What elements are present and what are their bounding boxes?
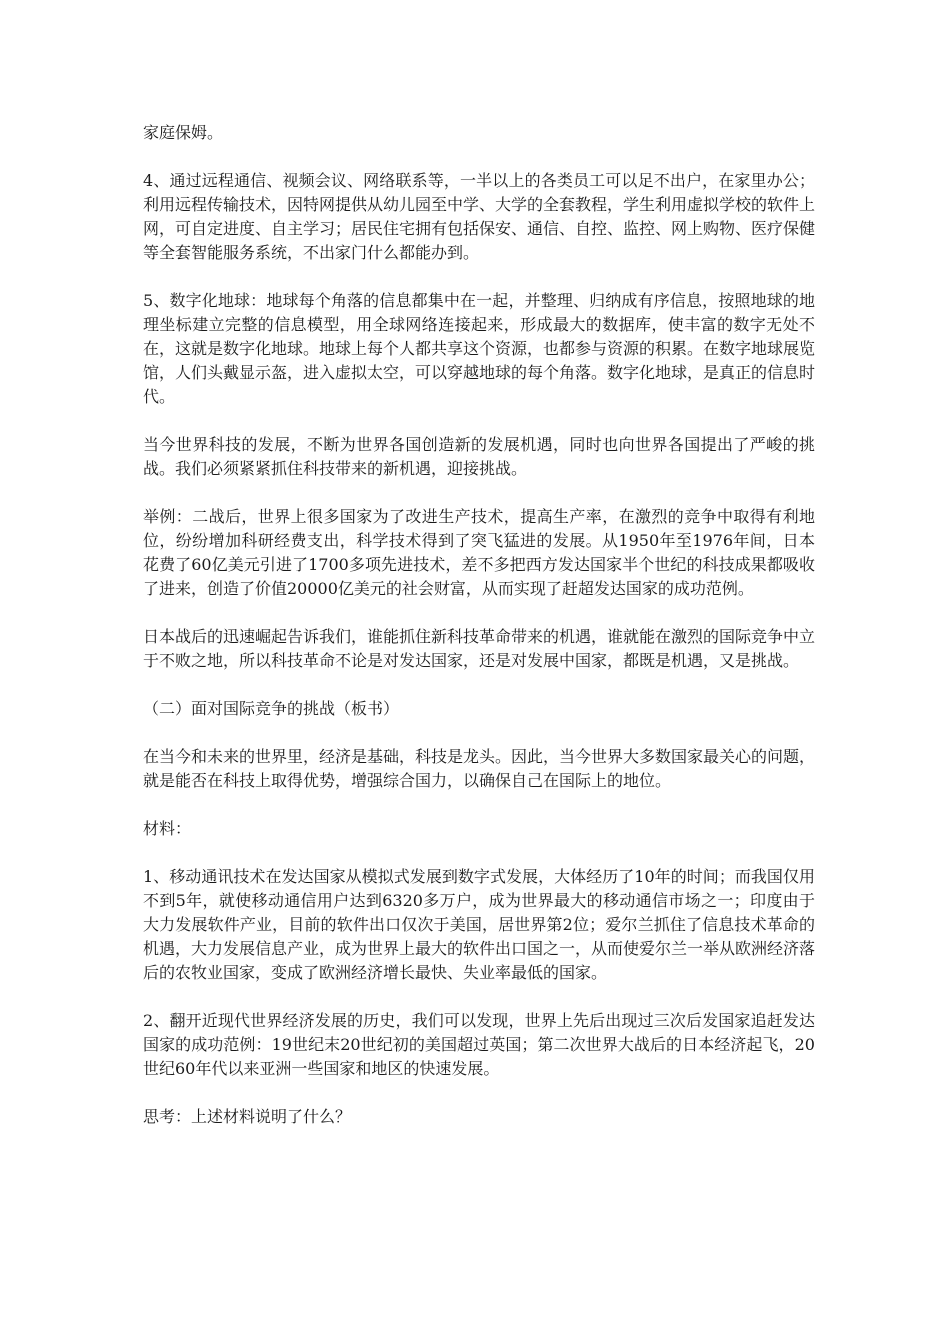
materials-label: 材料：	[143, 819, 192, 838]
paragraph-material-2: 2、翻开近现代世界经济发展的历史，我们可以发现，世界上先后出现过三次后发国家追赶发达国家的成功范例：19世纪末20世纪初的美国超过英国；第二次世界大战后的日本经济起飞，20世纪60年代以来亚洲一些国家和地区的快速发展。	[143, 1011, 815, 1078]
document-body	[143, 121, 815, 1153]
paragraph-japan-lesson: 日本战后的迅速崛起告诉我们，谁能抓住新科技革命带来的机遇，谁就能在激烈的国际竞争中立于不败之地，所以科技革命不论是对发达国家，还是对发展中国家，都既是机遇，又是挑战。	[143, 627, 816, 670]
paragraph-remote-work: 4、通过远程通信、视频会议、网络联系等，一半以上的各类员工可以足不出户，在家里办公；利用远程传输技术，因特网提供从幼儿园至中学、大学的全套教程，学生利用虚拟学校的软件上网，可自定进度、自主学习；居民住宅拥有包括保安、通信、自控、监控、网上购物、医疗保健等全套智能服务系统，不出家门什么都能办到。	[143, 171, 816, 262]
paragraph-tech-challenge: 当今世界科技的发展，不断为世界各国创造新的发展机遇，同时也向世界各国提出了严峻的挑战。我们必须紧紧抓住科技带来的新机遇，迎接挑战。	[143, 435, 815, 478]
section-heading: （二）面对国际竞争的挑战（板书）	[143, 699, 400, 718]
paragraph-material-1: 1、移动通讯技术在发达国家从模拟式发展到数字式发展，大体经历了10年的时间；而我国仅用不到5年，就使移动通信用户达到6320多万户，成为世界最大的移动通信市场之一；印度由于大力发展软件产业，目前的软件出口仅次于美国，居世界第2位；爱尔兰抓住了信息技术革命的机遇，大力发展信息产业，成为世界上最大的软件出口国之一，从而使爱尔兰一举从欧洲经济落后的农牧业国家，变成了欧洲经济增长最快、失业率最低的国家。	[143, 867, 816, 982]
paragraph-economy-tech: 在当今和未来的世界里，经济是基础，科技是龙头。因此，当今世界大多数国家最关心的问题，就是能否在科技上取得优势，增强综合国力，以确保自己在国际上的地位。	[143, 747, 816, 790]
paragraph-nanny: 家庭保姆。	[143, 123, 224, 142]
paragraph-digital-earth: 5、数字化地球：地球每个角落的信息都集中在一起，并整理、归纳成有序信息，按照地球的地理坐标建立完整的信息模型，用全球网络连接起来，形成最大的数据库，使丰富的数字无处不在，这就是数字化地球。地球上每个人都共享这个资源，也都参与资源的积累。在数字地球展览馆，人们头戴显示盔，进入虚拟太空，可以穿越地球的每个角落。数字化地球，是真正的信息时代。	[143, 291, 816, 406]
paragraph-example-japan: 举例：二战后，世界上很多国家为了改进生产技术，提高生产率，在激烈的竞争中取得有利地位，纷纷增加科研经费支出，科学技术得到了突飞猛进的发展。从1950年至1976年间，日本花费了60亿美元引进了1700多项先进技术，差不多把西方发达国家半个世纪的科技成果都吸收了进来，创造了价值20000亿美元的社会财富，从而实现了赶超发达国家的成功范例。	[143, 507, 815, 598]
paragraph-question: 思考：上述材料说明了什么？	[143, 1107, 352, 1126]
